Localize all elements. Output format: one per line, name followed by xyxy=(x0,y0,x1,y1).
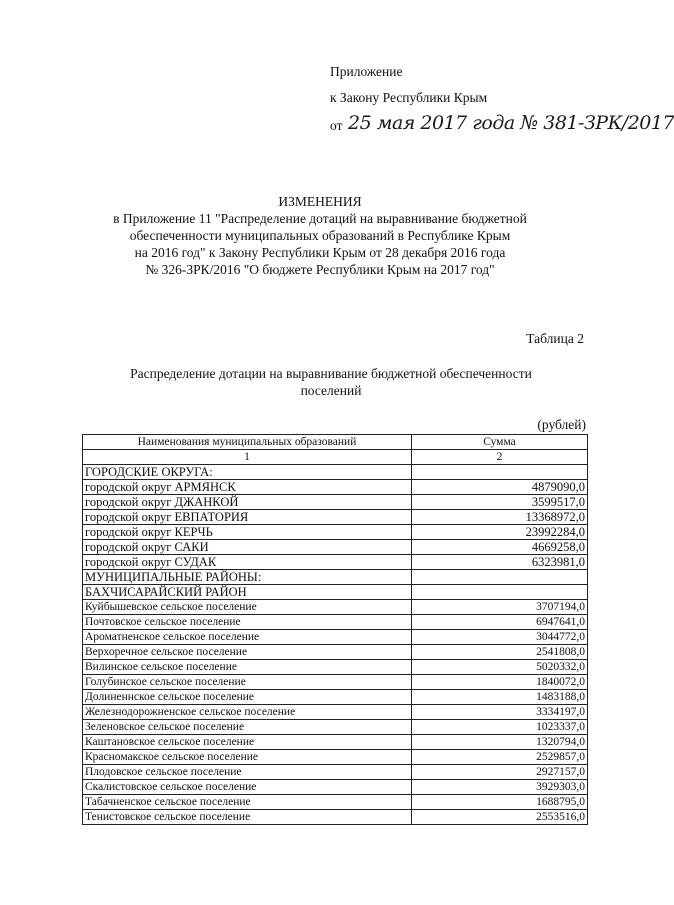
table-row xyxy=(83,765,588,780)
row-value: 6323981,0 xyxy=(412,555,588,570)
units-label: (рублей) xyxy=(537,417,586,432)
dotations-table xyxy=(82,434,588,825)
row-value xyxy=(412,585,588,600)
doc-title-line2: обеспеченности муниципальных образований в Республике Крым xyxy=(129,228,511,243)
row-value: 2529857,0 xyxy=(412,750,588,765)
row-name: БАХЧИСАРАЙСКИЙ РАЙОН xyxy=(83,585,412,600)
row-value: 3929303,0 xyxy=(412,780,588,795)
doc-title-line1: в Приложение 11 "Распределение дотаций на выравнивание бюджетной xyxy=(113,211,527,226)
row-value: 3044772,0 xyxy=(412,630,588,645)
table-number-row xyxy=(83,450,588,465)
row-value: 13368972,0 xyxy=(412,510,588,525)
row-value: 3707194,0 xyxy=(412,600,588,615)
row-name: городской округ ЕВПАТОРИЯ xyxy=(83,510,412,525)
table-subtitle-line1: Распределение дотации на выравнивание бюджетной обеспеченности xyxy=(130,366,532,381)
row-value: 2541808,0 xyxy=(412,645,588,660)
table-row xyxy=(83,585,588,600)
table-row xyxy=(83,690,588,705)
row-name: Ароматненское сельское поселение xyxy=(83,630,412,645)
row-value xyxy=(412,465,588,480)
row-value: 3599517,0 xyxy=(412,495,588,510)
row-value: 5020332,0 xyxy=(412,660,588,675)
table-row xyxy=(83,615,588,630)
row-name: Долиненнское сельское поселение xyxy=(83,690,412,705)
table-label: Таблица 2 xyxy=(526,331,584,346)
table-row xyxy=(83,750,588,765)
row-name: Железнодорожненское сельское поселение xyxy=(83,705,412,720)
row-name: Красномакское сельское поселение xyxy=(83,750,412,765)
row-value: 1840072,0 xyxy=(412,675,588,690)
row-name: Скалистовское сельское поселение xyxy=(83,780,412,795)
column-number-1: 1 xyxy=(83,450,412,465)
doc-heading: ИЗМЕНЕНИЯ xyxy=(278,194,362,209)
table-row xyxy=(83,780,588,795)
table-row xyxy=(83,480,588,495)
header-sum: Сумма xyxy=(412,435,588,450)
table-row xyxy=(83,555,588,570)
row-name: Табачненское сельское поселение xyxy=(83,795,412,810)
row-value: 2927157,0 xyxy=(412,765,588,780)
row-name: МУНИЦИПАЛЬНЫЕ РАЙОНЫ: xyxy=(83,570,412,585)
row-name: Голубинское сельское поселение xyxy=(83,675,412,690)
row-name: городской округ КЕРЧЬ xyxy=(83,525,412,540)
table-row xyxy=(83,570,588,585)
row-value: 1320794,0 xyxy=(412,735,588,750)
table-header-row xyxy=(83,435,588,450)
row-name: Верхоречное сельское поселение xyxy=(83,645,412,660)
handwritten-date-number: 25 мая 2017 года № 381-ЗРК/2017 xyxy=(348,112,674,134)
row-value xyxy=(412,570,588,585)
row-name: Зеленовское сельское поселение xyxy=(83,720,412,735)
row-value: 1483188,0 xyxy=(412,690,588,705)
row-name: Каштановское сельское поселение xyxy=(83,735,412,750)
row-value: 23992284,0 xyxy=(412,525,588,540)
table-row xyxy=(83,600,588,615)
doc-title-line4: № 326-ЗРК/2016 "О бюджете Республики Крым на 2017 год" xyxy=(145,262,495,277)
row-name: ГОРОДСКИЕ ОКРУГА: xyxy=(83,465,412,480)
row-name: Плодовское сельское поселение xyxy=(83,765,412,780)
row-name: Тенистовское сельское поселение xyxy=(83,810,412,825)
row-value: 1023337,0 xyxy=(412,720,588,735)
table-row xyxy=(83,630,588,645)
table-row xyxy=(83,465,588,480)
row-value: 6947641,0 xyxy=(412,615,588,630)
row-value: 2553516,0 xyxy=(412,810,588,825)
row-name: городской округ ДЖАНКОЙ xyxy=(83,495,412,510)
date-prefix: от xyxy=(330,118,343,133)
row-name: Почтовское сельское поселение xyxy=(83,615,412,630)
row-value: 4879090,0 xyxy=(412,480,588,495)
table-row xyxy=(83,495,588,510)
appendix-label: Приложение xyxy=(330,64,403,79)
table-row xyxy=(83,525,588,540)
row-value: 1688795,0 xyxy=(412,795,588,810)
table-row xyxy=(83,705,588,720)
table-row xyxy=(83,510,588,525)
table-subtitle-line2: поселений xyxy=(300,383,362,398)
table-row xyxy=(83,735,588,750)
row-name: городской округ АРМЯНСК xyxy=(83,480,412,495)
table-row xyxy=(83,645,588,660)
law-reference: к Закону Республики Крым xyxy=(330,90,488,105)
doc-title-line3: на 2016 год" к Закону Республики Крым от 28 декабря 2016 года xyxy=(134,245,506,260)
row-value: 3334197,0 xyxy=(412,705,588,720)
table-row xyxy=(83,675,588,690)
column-number-2: 2 xyxy=(412,450,588,465)
table-row xyxy=(83,810,588,825)
row-name: городской округ СУДАК xyxy=(83,555,412,570)
row-name: Вилинское сельское поселение xyxy=(83,660,412,675)
row-name: Куйбышевское сельское поселение xyxy=(83,600,412,615)
table-row xyxy=(83,795,588,810)
row-name: городской округ САКИ xyxy=(83,540,412,555)
table-row xyxy=(83,540,588,555)
table-row xyxy=(83,720,588,735)
header-name: Наименования муниципальных образований xyxy=(83,435,412,450)
table-row xyxy=(83,660,588,675)
row-value: 4669258,0 xyxy=(412,540,588,555)
